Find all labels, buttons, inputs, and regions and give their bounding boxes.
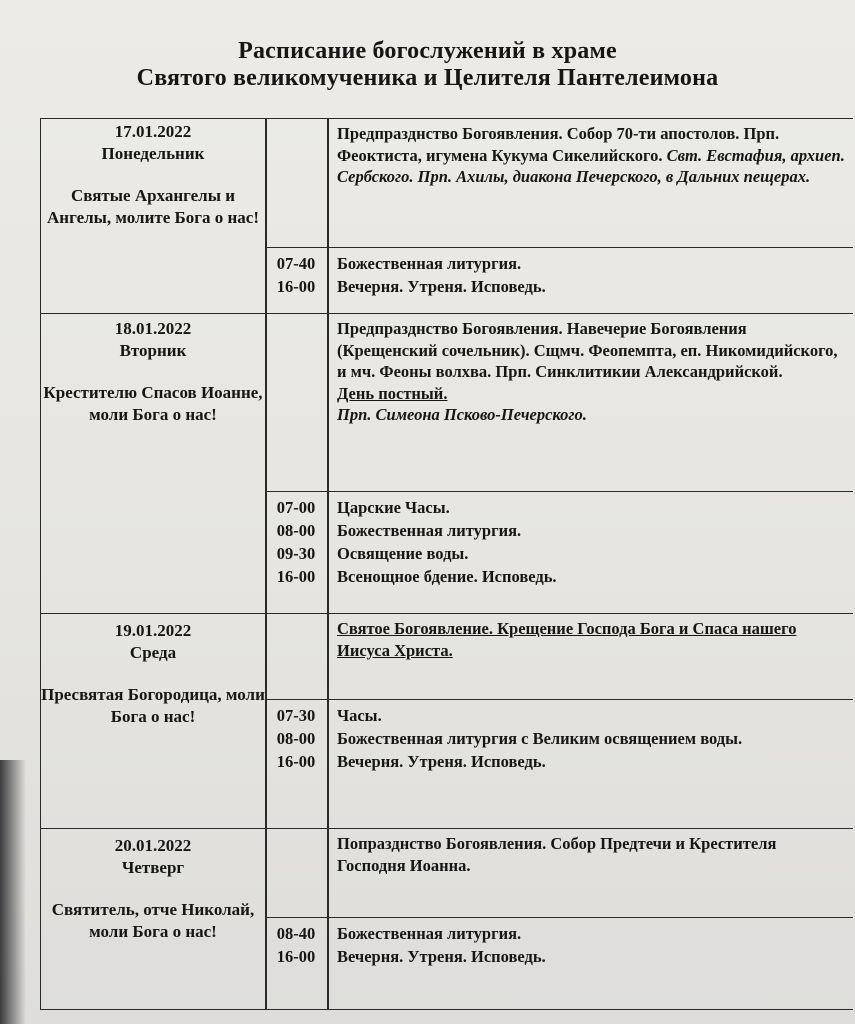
service-time: 16-00 — [276, 752, 316, 771]
service-item — [265, 565, 853, 588]
service-item — [265, 727, 853, 750]
service-item — [265, 252, 853, 275]
service-time: 08-00 — [276, 521, 316, 540]
service-item — [265, 275, 853, 298]
feast-description — [337, 123, 845, 188]
day-row — [41, 119, 853, 314]
feast-description — [337, 318, 845, 426]
service-time: 07-00 — [276, 498, 316, 517]
services-list — [265, 922, 853, 968]
feast-text: Попразднство Богоявления. Собор Предтечи и Крестителя Господня Иоанна. — [337, 834, 777, 875]
service-name: Божественная литургия с Великим освящением воды. — [337, 729, 743, 748]
day-date: 17.01.2022 — [114, 122, 192, 141]
service-name: Божественная литургия. — [337, 924, 522, 943]
service-item — [265, 750, 853, 773]
service-time: 07-40 — [276, 254, 316, 273]
feast-text-italic: Прп. Симеона Псково-Печерского. — [337, 405, 587, 424]
row-divider — [265, 917, 853, 918]
feast-text-italic: Свт. Евстафия, архиеп. Сербского. Прп. Ахилы, диакона Печерского, в Дальних пещерах. — [337, 145, 845, 186]
day-weekday: Понедельник — [101, 144, 205, 163]
day-prayer: Святитель, отче Николай, моли Бога о нас! — [51, 900, 255, 941]
service-time: 08-00 — [276, 729, 316, 748]
row-divider — [265, 699, 853, 700]
service-item — [265, 945, 853, 968]
day-info — [41, 318, 265, 426]
feast-text: Предпразднство Богоявления. Собор 70-ти апостолов. Прп. Феоктиста, игумена Кукума Сикелийского. — [337, 124, 780, 165]
row-divider — [265, 491, 853, 492]
day-row — [41, 614, 853, 829]
day-info — [41, 121, 265, 229]
day-info — [41, 835, 265, 943]
day-date: 20.01.2022 — [114, 836, 192, 855]
day-prayer: Пресвятая Богородица, моли Бога о нас! — [41, 685, 265, 726]
service-name: Вечерня. Утреня. Исповедь. — [337, 947, 546, 966]
day-weekday: Среда — [129, 643, 177, 662]
service-item — [265, 519, 853, 542]
schedule-table — [40, 118, 853, 1010]
service-name: Божественная литургия. — [337, 521, 522, 540]
day-weekday: Вторник — [119, 341, 187, 360]
service-time: 07-30 — [276, 706, 316, 725]
services-list — [265, 496, 853, 588]
day-weekday: Четверг — [121, 858, 185, 877]
day-prayer: Крестителю Спасов Иоанне, моли Бога о нас! — [43, 383, 263, 424]
service-name: Всенощное бдение. Исповедь. — [337, 567, 557, 586]
feast-description — [337, 618, 845, 661]
service-name: Божественная литургия. — [337, 254, 522, 273]
row-divider — [265, 247, 853, 248]
day-prayer: Святые Архангелы и Ангелы, молите Бога о нас! — [47, 186, 259, 227]
service-item — [265, 704, 853, 727]
day-row — [41, 314, 853, 614]
service-name: Часы. — [337, 706, 382, 725]
service-name: Вечерня. Утреня. Исповедь. — [337, 752, 546, 771]
feast-description — [337, 833, 845, 876]
service-item — [265, 496, 853, 519]
service-item — [265, 542, 853, 565]
feast-text: Предпразднство Богоявления. Навечерие Богоявления (Крещенский сочельник). Сщмч. Феопемпта, еп. Никомидийского, и мч. Феоны волхва. Прп. Синклитикии Александрийской. — [337, 319, 838, 381]
day-date: 19.01.2022 — [114, 621, 192, 640]
page-title-line-1: Расписание богослужений в храме — [238, 38, 617, 64]
service-name: Вечерня. Утреня. Исповедь. — [337, 277, 546, 296]
day-row — [41, 829, 853, 1009]
service-time: 16-00 — [276, 947, 316, 966]
feast-text-underlined: День постный. — [337, 383, 448, 403]
service-name: Царские Часы. — [337, 498, 450, 517]
services-list — [265, 704, 853, 773]
photo-shadow — [0, 760, 26, 1024]
day-date: 18.01.2022 — [114, 319, 192, 338]
service-time: 16-00 — [276, 567, 316, 586]
page-title-line-2: Святого великомученика и Целителя Пантелеимона — [136, 65, 719, 91]
service-item — [265, 922, 853, 945]
service-time: 16-00 — [276, 277, 316, 296]
service-name: Освящение воды. — [337, 544, 469, 563]
service-time: 08-40 — [276, 924, 316, 943]
service-time: 09-30 — [276, 544, 316, 563]
services-list — [265, 252, 853, 298]
day-info — [41, 620, 265, 728]
feast-text-underlined: Святое Богоявление. Крещение Господа Бога и Спаса нашего Иисуса Христа. — [337, 619, 797, 660]
